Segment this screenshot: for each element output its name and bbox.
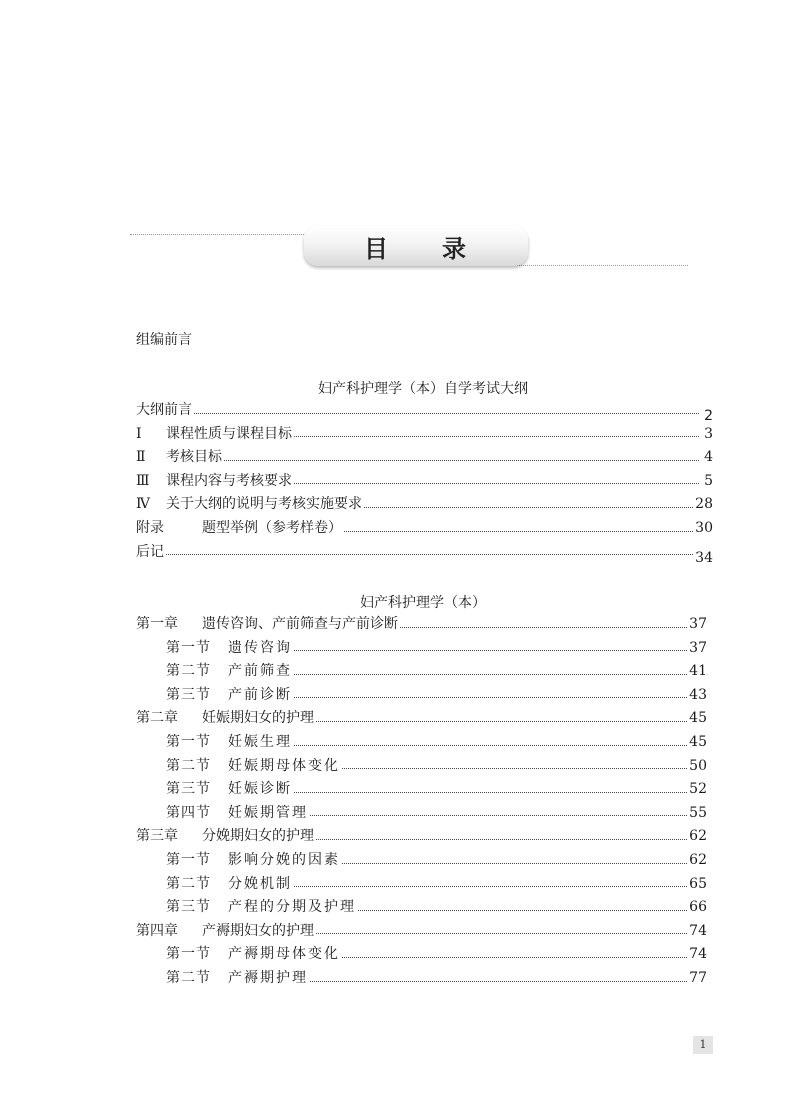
toc-entry-label bbox=[166, 944, 340, 964]
toc-entry bbox=[166, 968, 707, 988]
toc-entry-label bbox=[166, 756, 340, 776]
toc-entry bbox=[166, 897, 707, 917]
toc-dot-leader bbox=[294, 650, 687, 651]
toc-entry-page: 2 bbox=[704, 408, 713, 424]
toc-entry-label bbox=[166, 779, 292, 799]
toc-entry bbox=[166, 944, 707, 964]
toc-entry-title: 产褥期妇女的护理 bbox=[202, 922, 314, 939]
toc-entry-label bbox=[136, 471, 292, 491]
toc-entry bbox=[136, 708, 707, 728]
toc-entry-label bbox=[136, 542, 164, 562]
toc-entry-label bbox=[136, 424, 292, 444]
toc-entry bbox=[166, 732, 707, 752]
title-char-2: 录 bbox=[442, 234, 468, 263]
toc-entry-title: 产褥期母体变化 bbox=[228, 946, 340, 963]
toc-dot-leader bbox=[342, 957, 687, 958]
title-dotted-line-left bbox=[130, 234, 308, 235]
toc-entry-page: 41 bbox=[689, 663, 707, 680]
toc-dot-leader bbox=[316, 721, 687, 722]
toc-entry-page: 4 bbox=[704, 449, 713, 466]
toc-entry-title: 分娩期妇女的护理 bbox=[202, 828, 314, 845]
toc-entry-label bbox=[136, 447, 222, 467]
toc-entry-page: 62 bbox=[689, 852, 707, 868]
toc-entry-number: 第一章 bbox=[136, 616, 178, 632]
toc-entry-label bbox=[136, 708, 314, 728]
page-title bbox=[304, 226, 528, 266]
toc-dot-leader bbox=[310, 815, 687, 816]
toc-entry-number: 第三节 bbox=[166, 686, 211, 703]
toc-entry-label bbox=[166, 968, 308, 988]
toc-dot-leader bbox=[294, 436, 699, 437]
toc-entry-page: 28 bbox=[695, 496, 713, 513]
toc-entry-label bbox=[166, 661, 292, 681]
toc-entry-title: 遗传咨询、产前筛查与产前诊断 bbox=[202, 616, 398, 632]
toc-entry bbox=[136, 542, 713, 566]
toc-entry-number: 附录 bbox=[136, 520, 164, 536]
title-dotted-line-right bbox=[512, 265, 688, 266]
toc-entry-label bbox=[136, 400, 192, 420]
toc-entry-title: 产前筛查 bbox=[228, 663, 292, 680]
toc-entry bbox=[166, 779, 707, 799]
toc-preface: 组编前言 bbox=[136, 332, 192, 348]
part1-heading: 妇产科护理学（本）自学考试大纲 bbox=[318, 381, 528, 397]
toc-entry-label bbox=[166, 874, 292, 894]
toc-entry-number: Ⅱ bbox=[136, 449, 146, 466]
toc-entry bbox=[166, 685, 707, 705]
toc-entry-page: 5 bbox=[704, 472, 713, 489]
toc-dot-leader bbox=[294, 483, 699, 484]
toc-entry-title: 后记 bbox=[136, 543, 164, 560]
toc-entry-title: 题型举例（参考样卷） bbox=[202, 520, 342, 536]
toc-entry-page: 45 bbox=[689, 710, 707, 727]
toc-dot-leader bbox=[224, 460, 699, 461]
toc-entry-number: 第二节 bbox=[166, 970, 211, 986]
toc-entry-title: 关于大纲的说明与考核实施要求 bbox=[166, 496, 362, 513]
toc-dot-leader bbox=[342, 768, 687, 769]
toc-dot-leader bbox=[310, 981, 687, 982]
toc-entry-page: 65 bbox=[689, 875, 707, 892]
toc-entry-title: 产褥期护理 bbox=[228, 970, 308, 986]
toc-entry-title: 妊娠诊断 bbox=[228, 781, 292, 798]
toc-entry-title: 妊娠生理 bbox=[228, 734, 292, 750]
toc-entry-page: 74 bbox=[689, 922, 707, 939]
toc-entry-page: 43 bbox=[689, 686, 707, 703]
toc-entry-label bbox=[166, 897, 356, 917]
title-char-1: 目 bbox=[364, 234, 390, 263]
toc-dot-leader bbox=[316, 839, 687, 840]
toc-entry-number: 第四章 bbox=[136, 922, 178, 939]
part2-heading: 妇产科护理学（本） bbox=[360, 595, 486, 611]
toc-entry bbox=[136, 614, 707, 634]
toc-entry-number: 第一节 bbox=[166, 946, 211, 963]
toc-entry-label bbox=[136, 826, 314, 846]
toc-dot-leader bbox=[294, 745, 687, 746]
toc-dot-leader bbox=[294, 792, 687, 793]
toc-entry bbox=[166, 874, 707, 894]
toc-entry-label bbox=[136, 921, 314, 941]
toc-dot-leader bbox=[294, 697, 687, 698]
toc-dot-leader bbox=[294, 674, 687, 675]
toc-entry-page: 37 bbox=[689, 616, 707, 632]
toc-entry bbox=[136, 447, 713, 467]
toc-dot-leader bbox=[400, 627, 687, 628]
toc-entry-number: 第二节 bbox=[166, 757, 211, 774]
toc-entry-page: 74 bbox=[689, 946, 707, 963]
toc-entry-page: 52 bbox=[689, 781, 707, 798]
toc-entry-title: 大纲前言 bbox=[136, 402, 192, 418]
toc-entry bbox=[136, 400, 713, 424]
toc-entry-label bbox=[136, 494, 362, 514]
toc-entry-label bbox=[166, 685, 292, 705]
toc-entry-title: 影响分娩的因素 bbox=[228, 852, 340, 868]
toc-entry-number: Ⅳ bbox=[136, 496, 150, 513]
toc-entry-title: 遗传咨询 bbox=[228, 639, 292, 656]
toc-entry-label bbox=[136, 614, 398, 634]
toc-entry-page: 30 bbox=[695, 520, 713, 536]
toc-entry-page: 37 bbox=[689, 639, 707, 656]
toc-entry-number: Ⅲ bbox=[136, 472, 150, 489]
toc-entry-number: Ⅰ bbox=[136, 425, 142, 442]
toc-entry-page: 50 bbox=[689, 757, 707, 774]
toc-entry bbox=[136, 424, 713, 444]
toc-entry bbox=[166, 850, 707, 870]
toc-entry-page: 77 bbox=[689, 970, 707, 986]
toc-entry-number: 第一节 bbox=[166, 639, 211, 656]
toc-entry-title: 课程内容与考核要求 bbox=[166, 472, 292, 489]
toc-entry-page: 62 bbox=[689, 828, 707, 845]
toc-entry-page: 45 bbox=[689, 734, 707, 750]
toc-entry-label bbox=[166, 638, 292, 658]
toc-entry-title: 分娩机制 bbox=[228, 875, 292, 892]
toc-entry-label bbox=[166, 732, 292, 752]
toc-entry-number: 第二章 bbox=[136, 710, 178, 727]
toc-entry-page: 3 bbox=[704, 425, 713, 442]
toc-entry bbox=[166, 756, 707, 776]
toc-entry bbox=[136, 471, 713, 491]
toc-entry-title: 产程的分期及护理 bbox=[228, 899, 356, 916]
toc-entry-label bbox=[166, 850, 340, 870]
toc-dot-leader bbox=[316, 933, 687, 934]
toc-dot-leader bbox=[344, 531, 693, 532]
page-number: 1 bbox=[693, 1036, 713, 1054]
toc-entry bbox=[136, 518, 713, 538]
toc-entry bbox=[166, 661, 707, 681]
toc-dot-leader bbox=[294, 886, 687, 887]
toc-entry bbox=[136, 494, 713, 514]
toc-entry-title: 妊娠期管理 bbox=[228, 804, 308, 821]
toc-entry bbox=[166, 638, 707, 658]
toc-entry-number: 第四节 bbox=[166, 804, 211, 821]
toc-entry-number: 第三章 bbox=[136, 828, 178, 845]
toc-dot-leader bbox=[194, 413, 699, 414]
toc-entry-page: 66 bbox=[689, 899, 707, 916]
toc-entry-label bbox=[166, 803, 308, 823]
toc-entry-number: 第二节 bbox=[166, 875, 211, 892]
toc-entry-title: 产前诊断 bbox=[228, 686, 292, 703]
toc-entry bbox=[166, 803, 707, 823]
toc-entry-title: 考核目标 bbox=[166, 449, 222, 466]
toc-entry-title: 妊娠期母体变化 bbox=[228, 757, 340, 774]
toc-dot-leader bbox=[342, 863, 687, 864]
toc-entry bbox=[136, 921, 707, 941]
toc-entry-number: 第三节 bbox=[166, 899, 211, 916]
toc-entry-number: 第一节 bbox=[166, 852, 211, 868]
toc-dot-leader bbox=[358, 910, 687, 911]
toc-entry-number: 第二节 bbox=[166, 663, 211, 680]
toc-entry-number: 第三节 bbox=[166, 781, 211, 798]
toc-entry-number: 第一节 bbox=[166, 734, 211, 750]
toc-dot-leader bbox=[364, 507, 693, 508]
toc-entry-title: 课程性质与课程目标 bbox=[166, 425, 292, 442]
toc-entry-page: 55 bbox=[689, 804, 707, 821]
toc-dot-leader bbox=[166, 554, 693, 555]
toc-entry-title: 妊娠期妇女的护理 bbox=[202, 710, 314, 727]
toc-entry bbox=[136, 826, 707, 846]
toc-entry-page: 34 bbox=[695, 549, 713, 566]
toc-entry-label bbox=[136, 518, 342, 538]
